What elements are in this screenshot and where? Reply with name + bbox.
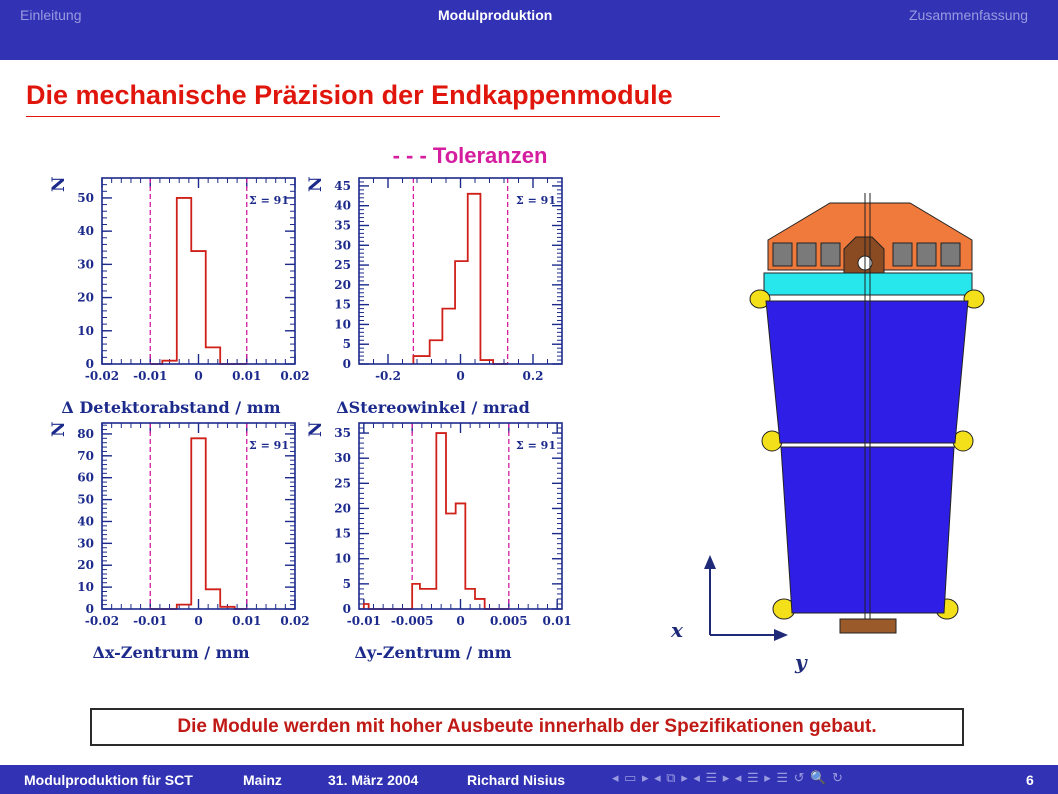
module-diagram: [660, 185, 1000, 685]
histogram-bin: [456, 503, 466, 609]
y-axis-label: N: [306, 421, 326, 437]
sum-label: Σ = 91: [516, 194, 556, 207]
x-tick-label: 0: [194, 369, 203, 383]
nav-modulproduktion[interactable]: Modulproduktion: [438, 7, 553, 23]
x-axis-label: Δx-Zentrum / mm: [92, 643, 250, 662]
histogram-bin: [436, 433, 446, 609]
sensor-upper: [766, 301, 968, 443]
histogram-bin: [413, 356, 429, 364]
x-tick-label: -0.02: [84, 369, 120, 383]
y-tick-label: 20: [77, 290, 94, 305]
x-axis-label: x: [671, 618, 683, 642]
nav-zusammenfassung[interactable]: Zusammenfassung: [909, 7, 1029, 23]
y-tick-label: 20: [77, 558, 94, 573]
histogram-bin: [412, 584, 420, 609]
x-tick-label: 0.005: [490, 614, 528, 628]
y-tick-label: 0: [342, 357, 351, 371]
histogram-bin: [446, 513, 456, 609]
x-tick-label: 0.2: [522, 369, 544, 383]
x-tick-label: 0.01: [542, 614, 572, 628]
hybrid-chip: [893, 243, 912, 266]
histogram-bin: [455, 261, 468, 364]
hybrid-chip: [773, 243, 792, 266]
hybrid-chip: [941, 243, 960, 266]
x-axis-label: Δ Detektorabstand / mm: [61, 398, 281, 417]
y-tick-label: 10: [77, 580, 94, 595]
hybrid-chip: [917, 243, 936, 266]
histogram-y-zentrum: [304, 415, 584, 667]
y-tick-label: 30: [334, 238, 351, 253]
y-tick-label: 10: [334, 317, 351, 332]
x-tick-label: -0.2: [375, 369, 401, 383]
histogram-bin: [206, 347, 220, 364]
histogram-bin: [475, 599, 485, 609]
footer-bar: [0, 765, 1058, 794]
x-tick-label: -0.01: [133, 614, 168, 628]
y-tick-label: 20: [334, 501, 351, 516]
y-axis-label: N: [49, 421, 69, 437]
y-tick-label: 0: [85, 602, 94, 616]
y-tick-label: 25: [334, 258, 351, 273]
slide-title: Die mechanische Präzision der Endkappenmodule: [26, 80, 673, 110]
tolerance-legend: - - - Toleranzen: [392, 143, 548, 168]
sum-label: Σ = 91: [249, 194, 289, 207]
histogram-bin: [427, 589, 437, 609]
histogram-stereowinkel: [304, 170, 584, 420]
y-axis-label: N: [306, 176, 326, 192]
histogram-bin: [177, 198, 191, 364]
x-tick-label: 0.02: [280, 614, 310, 628]
x-tick-label: 0: [194, 614, 203, 628]
histogram-detektorabstand: [40, 170, 320, 420]
y-tick-label: 10: [77, 323, 94, 338]
x-tick-label: -0.02: [84, 614, 120, 628]
y-tick-label: 50: [77, 492, 94, 507]
y-tick-label: 40: [77, 514, 94, 529]
y-tick-label: 10: [334, 551, 351, 566]
x-tick-label: 0: [456, 614, 465, 628]
y-tick-label: 35: [334, 218, 351, 233]
top-navigation: [0, 0, 1058, 60]
footer-talk-title: Modulproduktion für SCT: [24, 772, 193, 788]
histogram-bin: [191, 438, 205, 609]
y-tick-label: 15: [334, 526, 351, 541]
sensor-lower: [781, 447, 954, 613]
y-tick-label: 30: [77, 536, 94, 551]
y-tick-label: 35: [334, 426, 351, 441]
y-tick-label: 80: [77, 426, 94, 441]
cyan-spine: [764, 273, 972, 295]
page-number: 6: [1026, 772, 1034, 788]
y-axis-label: N: [49, 176, 69, 192]
x-tick-label: -0.01: [133, 369, 168, 383]
sum-label: Σ = 91: [249, 439, 289, 452]
histogram-x-zentrum: [40, 415, 320, 667]
conclusion-box: [90, 708, 964, 746]
y-tick-label: 0: [342, 602, 351, 616]
beamer-navigation-icons[interactable]: ◂ ▭ ▸ ◂ ⧉ ▸ ◂ ☰ ▸ ◂ ☰ ▸ ☰ ↺ 🔍 ↻: [612, 770, 844, 785]
conclusion-text: Die Module werden mit hoher Ausbeute innerhalb der Spezifikationen gebaut.: [177, 716, 877, 737]
y-tick-label: 70: [77, 448, 94, 463]
title-underline: [26, 116, 720, 117]
x-tick-label: 0: [456, 369, 465, 383]
x-tick-label: -0.005: [390, 614, 434, 628]
bottom-connector: [840, 619, 896, 633]
y-tick-label: 5: [342, 576, 351, 591]
y-tick-label: 40: [334, 198, 351, 213]
histogram-bin: [465, 589, 475, 609]
y-arrow-head: [774, 629, 788, 641]
x-tick-label: 0.01: [232, 369, 262, 383]
y-tick-label: 20: [334, 277, 351, 292]
hybrid-chip: [821, 243, 840, 266]
histogram-bin: [468, 194, 481, 364]
y-tick-label: 30: [77, 257, 94, 272]
y-tick-label: 15: [334, 297, 351, 312]
x-tick-label: 0.01: [232, 614, 262, 628]
footer-author: Richard Nisius: [467, 772, 566, 788]
histogram-bin: [442, 309, 455, 364]
sum-label: Σ = 91: [516, 439, 556, 452]
x-arrow-head: [704, 555, 716, 569]
x-tick-label: 0.02: [280, 369, 310, 383]
histogram-bin: [420, 589, 427, 609]
y-tick-label: 50: [77, 190, 94, 205]
y-tick-label: 45: [334, 178, 351, 193]
y-tick-label: 60: [77, 470, 94, 485]
y-tick-label: 25: [334, 476, 351, 491]
x-tick-label: -0.01: [346, 614, 381, 628]
y-axis-label: y: [795, 650, 807, 674]
hybrid-chip: [797, 243, 816, 266]
y-tick-label: 5: [342, 337, 351, 352]
x-axis-label: ΔStereowinkel / mrad: [336, 398, 530, 417]
histogram-bars: [364, 433, 509, 609]
histogram-bin: [430, 340, 443, 364]
histogram-bin: [206, 589, 220, 609]
y-tick-label: 30: [334, 451, 351, 466]
x-axis-label: Δy-Zentrum / mm: [354, 643, 512, 662]
y-tick-label: 0: [85, 357, 94, 371]
nav-einleitung[interactable]: Einleitung: [20, 7, 82, 23]
footer-place: Mainz: [243, 772, 282, 788]
y-tick-label: 40: [77, 224, 94, 239]
footer-date: 31. März 2004: [328, 772, 419, 788]
histogram-bin: [191, 251, 205, 364]
